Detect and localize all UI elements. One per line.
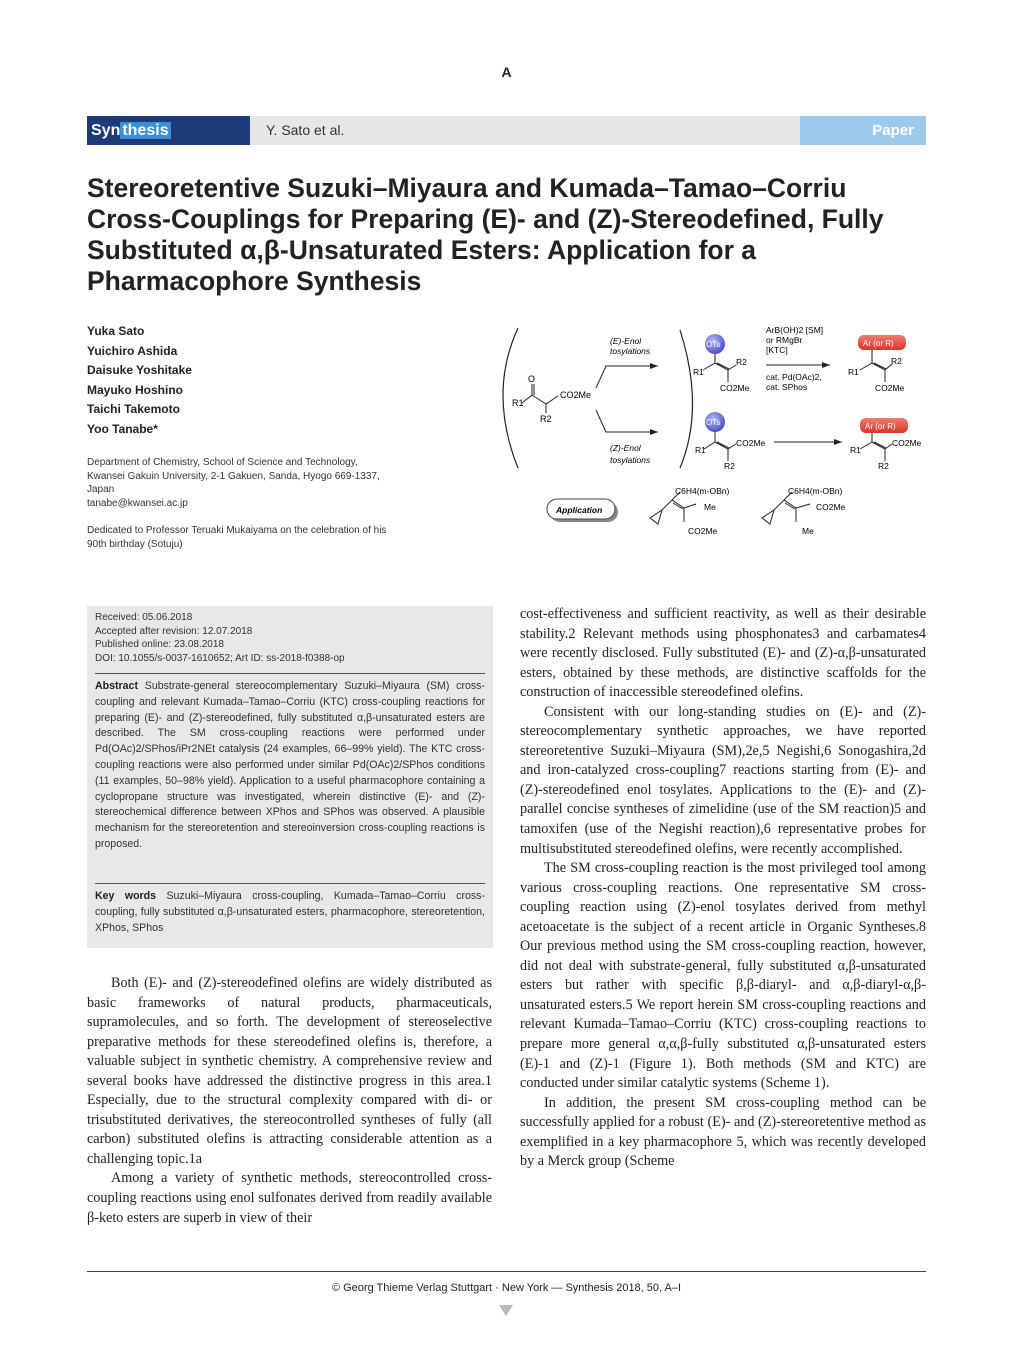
application-label: Application xyxy=(556,505,603,515)
svg-text:Me: Me xyxy=(802,526,814,536)
journal-logo-part2: thesis xyxy=(122,122,169,139)
pharmacophore-z-structure xyxy=(762,492,810,524)
middle-bracket xyxy=(680,330,693,468)
body-paragraph: The SM cross-coupling reaction is the most privileged tool among various cross-coupling reactions. One representative SM cross-coupling reaction using (Z)-enol tosylates derived from methyl acetoacetate is the subject of a recent article in Organic Syntheses.8 Our previous method using the SM cross-coupling reaction, however, did not deal with substrate-general, fully substituted α,β-unsaturated esters but rather with specific β,β-diaryl- and α,β-diaryl-α,β-unsaturated esters.5 We report herein SM cross-coupling reactions and relevant Kumada–Tamao–Corriu (KTC) cross-coupling reactions to prepare more general α,α,β-fully substituted α,β-unsaturated esters (E)-1 and (Z)-1 (Figure 1). Both methods (SM and KTC) are conducted under similar catalytic systems (Scheme 1). xyxy=(520,860,926,1092)
svg-text:Ar (or R): Ar (or R) xyxy=(865,422,896,431)
body-paragraph: Among a variety of synthetic methods, stereocontrolled cross-coupling reactions using enol sulfonates derived from readily available β-keto esters are superb in view of their xyxy=(87,1170,492,1226)
body-paragraph: In addition, the present SM cross-coupling method can be successfully applied for a robust (E)- and (Z)-stereoretentive method as exemplified in a key pharmacophore 5, which was recently developed by a Merck group (Scheme xyxy=(520,1094,926,1170)
svg-text:R2: R2 xyxy=(724,461,735,471)
z-enol-label: (Z)-Enol xyxy=(610,443,641,453)
author-email[interactable]: tanabe@kwansei.ac.jp xyxy=(87,497,188,509)
ots-label: OTs xyxy=(706,340,721,349)
svg-text:CO2Me: CO2Me xyxy=(875,383,905,393)
svg-text:CO2Me: CO2Me xyxy=(688,526,718,536)
co2me-label: CO2Me xyxy=(560,390,592,400)
affiliation-address: Department of Chemistry, School of Science and Technology, Kwansei Gakuin University, 2-1 Gakuen, Sanda, Hyogo 669-1337, Japan xyxy=(87,457,380,496)
author-name: Taichi Takemoto xyxy=(87,402,180,417)
article-dates xyxy=(87,606,493,665)
doi[interactable]: DOI: 10.1055/s-0037-1610652; Art ID: ss-2018-f0388-op xyxy=(95,652,345,664)
graphical-abstract-scheme xyxy=(500,318,930,548)
r2-label: R2 xyxy=(540,414,552,424)
svg-text:OTs: OTs xyxy=(706,418,721,427)
ar-label: Ar (or R) xyxy=(863,339,894,348)
abstract-label: Abstract xyxy=(95,680,138,692)
body-paragraph: cost-effectiveness and sufficient reactivity, as well as their desirable stability.2 Relevant methods using phosphonates3 and carbamates4 were recently disclosed. Fully substituted (E)- and (Z)-α,β-unsaturated esters, obtained by these methods, are distinctive scaffolds for the construction of inaccessible stereodefined olefins. xyxy=(520,606,926,701)
running-authors: Y. Sato et al. xyxy=(266,122,345,138)
abstract-text: Substrate-general stereocomplementary Suzuki–Miyaura (SM) cross-coupling and relevant Kumada–Tamao–Corriu (KTC) cross-coupling reactions for preparing (E)- and (Z)-stereodefined, fully substituted α,β-unsaturated esters are described. The SM cross-coupling reactions were performed under Pd(OAc)2/SPhos/iPr2NEt catalysis (24 examples, 66–99% yield). The KTC cross-coupling reactions were also performed under similar Pd(OAc)2/SPhos conditions (11 examples, 50–98% yield). Application to a useful pharmacophore containing a cyclopropane structure was investigated, wherein distinctive (E)- and (Z)-stereochemical difference between XPhos and SPhos was observed. A plausible mechanism for the stereoretention and stereoinversion cross-coupling reactions is proposed. xyxy=(95,680,485,850)
received-date: Received: 05.06.2018 xyxy=(95,612,193,623)
keywords-text: Suzuki–Miyaura cross-coupling, Kumada–Tamao–Corriu cross-coupling, fully substituted α,β-unsaturated esters, pharmacophore, stereoretention, XPhos, SPhos xyxy=(95,890,485,934)
body-column-right xyxy=(520,605,926,1172)
abstract xyxy=(95,679,485,853)
page-footer: © Georg Thieme Verlag Stuttgart · New York — Synthesis 2018, 50, A–I xyxy=(331,1282,682,1294)
keto-ester-structure xyxy=(522,384,558,413)
article-title: Stereoretentive Suzuki–Miyaura and Kumada–Tamao–Corriu Cross-Couplings for Preparing (E)- and (Z)-Stereodefined, Fully Substituted α,β-Unsaturated Esters: Application for a Pharmacophore Synthesis xyxy=(87,173,884,296)
svg-text:C6H4(m-OBn): C6H4(m-OBn) xyxy=(788,486,843,496)
reagent-line-3: [KTC] xyxy=(766,345,788,355)
affiliation xyxy=(87,456,397,510)
svg-text:R2: R2 xyxy=(878,461,889,471)
page-letter: A xyxy=(501,64,512,80)
reagent-line-1: ArB(OH)2 [SM] xyxy=(766,325,824,335)
author-name: Yoo Tanabe* xyxy=(87,421,158,436)
divider xyxy=(95,883,485,884)
catalyst-line-2: cat. SPhos xyxy=(766,382,808,392)
e-tosylation-label: tosylations xyxy=(610,346,651,356)
z-tosylation-label: tosylations xyxy=(610,455,651,465)
pharmacophore-e-structure xyxy=(650,492,696,524)
body-paragraph: Both (E)- and (Z)-stereodefined olefins are widely distributed as basic frameworks of natural products, pharmaceuticals, supramolecules, and so forth. The development of stereoselective preparative methods for these stereodefined olefins is, therefore, a valuable subject in synthetic chemistry. A comprehensive review and several books have addressed the distinctive progress in this area.1 Especially, due to the structural complexity compared with di- or trisubstituted derivatives, the stereocontrolled syntheses of fully (all carbon) substituted olefins is attracting considerable attention as a challenging topic.1a xyxy=(87,975,492,1167)
body-paragraph: Consistent with our long-standing studies on (E)- and (Z)-stereocomplementary synthetic approaches, we have reported stereoretentive Suzuki–Miyaura (SM),2e,5 Negishi,6 Sonogashira,2d and iron-catalyzed cross-coupling7 reactions starting from (E)- and (Z)-stereodefined enol tosylates. Applications to the (E)- and (Z)-parallel concise syntheses of zimelidine (use of the SM reaction)5 and tamoxifen (use of the Negishi reaction),6 representative probes for multisubstituted stereodefined olefins, were recently accomplished. xyxy=(520,703,926,857)
author-name: Daisuke Yoshitake xyxy=(87,363,192,378)
svg-text:R2: R2 xyxy=(736,357,747,367)
dedication: Dedicated to Professor Teruaki Mukaiyama on the celebration of his 90th birthday (Sotuju) xyxy=(87,525,387,550)
journal-header-bar xyxy=(87,116,926,145)
aryl-label: C6H4(m-OBn) xyxy=(675,486,730,496)
next-page-arrow-icon[interactable] xyxy=(499,1305,513,1316)
footer-rule xyxy=(87,1271,926,1272)
svg-text:CO2Me: CO2Me xyxy=(736,438,766,448)
z-product-structure xyxy=(860,433,892,461)
reagent-line-2: or RMgBr xyxy=(766,335,803,345)
published-date: Published online: 23.08.2018 xyxy=(95,639,224,650)
e-tosylate-structure xyxy=(703,354,736,382)
svg-text:CO2Me: CO2Me xyxy=(892,438,922,448)
journal-logo-part1: Syn xyxy=(91,122,121,139)
catalyst-line-1: cat. Pd(OAc)2, xyxy=(766,372,822,382)
divider xyxy=(95,673,485,674)
r1-label: R1 xyxy=(512,398,524,408)
article-type-tab: Paper xyxy=(800,116,926,145)
e-enol-label: (E)-Enol xyxy=(610,336,642,346)
accepted-date: Accepted after revision: 12.07.2018 xyxy=(95,625,253,637)
svg-text:R2: R2 xyxy=(891,356,902,366)
keywords xyxy=(95,889,485,936)
author-name: Mayuko Hoshino xyxy=(87,382,184,397)
author-name: Yuka Sato xyxy=(87,324,145,338)
author-list xyxy=(87,322,192,440)
svg-text:R1: R1 xyxy=(693,367,704,377)
e-product-structure xyxy=(860,350,892,382)
abstract-box xyxy=(87,606,493,948)
journal-logo[interactable] xyxy=(87,116,250,145)
keywords-label: Key words xyxy=(95,890,157,902)
z-tosylate-structure xyxy=(704,432,736,461)
svg-text:R1: R1 xyxy=(695,445,706,455)
svg-text:Me: Me xyxy=(704,502,716,512)
author-name: Yuichiro Ashida xyxy=(87,343,178,358)
svg-text:R1: R1 xyxy=(850,445,861,455)
svg-text:CO2Me: CO2Me xyxy=(720,383,750,393)
svg-text:R1: R1 xyxy=(848,367,859,377)
body-column-left xyxy=(87,974,492,1228)
svg-text:CO2Me: CO2Me xyxy=(816,502,846,512)
oxygen-label: O xyxy=(528,374,536,384)
